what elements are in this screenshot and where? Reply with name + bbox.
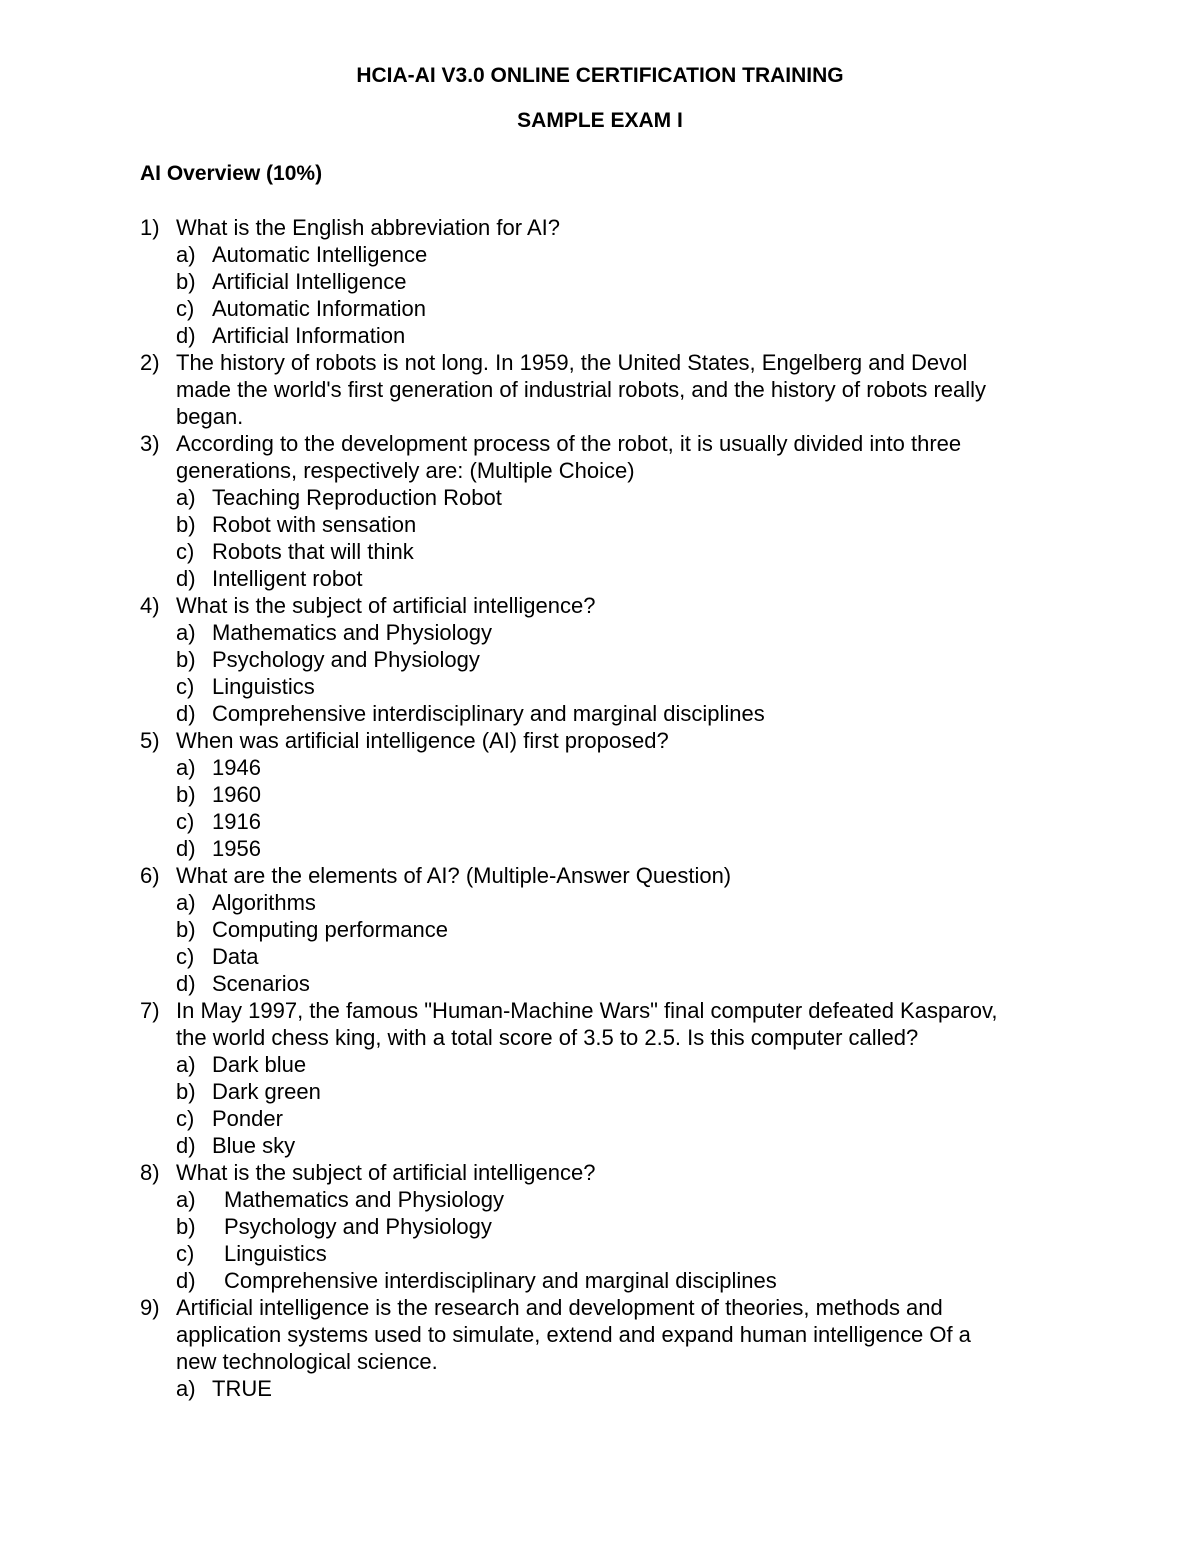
question-text: What is the subject of artificial intelligence? <box>176 1160 596 1185</box>
option-label: c) <box>176 1241 195 1266</box>
option-text: Ponder <box>212 1106 283 1131</box>
option-text: Intelligent robot <box>212 566 363 591</box>
option-label: a) <box>176 1376 196 1401</box>
answer-option <box>0 1051 1200 1078</box>
question-continuation-line <box>0 1321 1200 1348</box>
option-label: b) <box>176 1214 196 1239</box>
option-label: d) <box>176 836 196 861</box>
answer-option <box>0 241 1200 268</box>
option-label: d) <box>176 566 196 591</box>
option-label: c) <box>176 539 195 564</box>
answer-option <box>0 619 1200 646</box>
option-text: TRUE <box>212 1376 272 1401</box>
question-text: What is the subject of artificial intelligence? <box>176 593 596 618</box>
question-continuation-line <box>0 1348 1200 1375</box>
question-number: 7) <box>140 998 160 1023</box>
option-label: c) <box>176 296 195 321</box>
question-text: the world chess king, with a total score of 3.5 to 2.5. Is this computer called? <box>176 1025 919 1050</box>
answer-option <box>0 1132 1200 1159</box>
question-text: What are the elements of AI? (Multiple-Answer Question) <box>176 863 732 888</box>
question-text: When was artificial intelligence (AI) first proposed? <box>176 728 669 753</box>
answer-option <box>0 1186 1200 1213</box>
answer-option <box>0 268 1200 295</box>
answer-option <box>0 943 1200 970</box>
answer-option <box>0 781 1200 808</box>
answer-option <box>0 1240 1200 1267</box>
answer-option <box>0 1267 1200 1294</box>
answer-option <box>0 646 1200 673</box>
answer-option <box>0 295 1200 322</box>
option-label: c) <box>176 674 195 699</box>
answer-option <box>0 970 1200 997</box>
answer-option <box>0 538 1200 565</box>
question-continuation-line <box>0 376 1200 403</box>
option-text: Automatic Intelligence <box>212 242 428 267</box>
option-text: Artificial Intelligence <box>212 269 407 294</box>
answer-option <box>0 754 1200 781</box>
option-text: Mathematics and Physiology <box>212 620 493 645</box>
question-text: generations, respectively are: (Multiple Choice) <box>176 458 635 483</box>
question-text: application systems used to simulate, extend and expand human intelligence Of a <box>176 1322 971 1347</box>
answer-option <box>0 808 1200 835</box>
option-text: Blue sky <box>212 1133 296 1158</box>
answer-option <box>0 700 1200 727</box>
option-label: d) <box>176 701 196 726</box>
option-label: a) <box>176 485 196 510</box>
option-label: d) <box>176 1133 196 1158</box>
answer-option <box>0 916 1200 943</box>
option-label: d) <box>176 1268 196 1293</box>
question-number: 6) <box>140 863 160 888</box>
option-label: c) <box>176 1106 195 1131</box>
question-line <box>0 997 1200 1024</box>
option-label: a) <box>176 1052 196 1077</box>
option-text: Data <box>212 944 259 969</box>
option-label: b) <box>176 269 196 294</box>
option-label: d) <box>176 971 196 996</box>
answer-option <box>0 1375 1200 1402</box>
question-text: Artificial intelligence is the research and development of theories, methods and <box>176 1295 943 1320</box>
question-line <box>0 727 1200 754</box>
option-text: 1956 <box>212 836 261 861</box>
question-number: 4) <box>140 593 160 618</box>
answer-option <box>0 1213 1200 1240</box>
question-line <box>0 430 1200 457</box>
option-text: Teaching Reproduction Robot <box>212 485 502 510</box>
question-number: 5) <box>140 728 160 753</box>
question-text: In May 1997, the famous "Human-Machine Wars" final computer defeated Kasparov, <box>176 998 998 1023</box>
option-label: c) <box>176 944 195 969</box>
answer-option <box>0 835 1200 862</box>
option-text: 1946 <box>212 755 261 780</box>
option-text: Comprehensive interdisciplinary and marginal disciplines <box>212 701 765 726</box>
option-text: Dark green <box>212 1079 321 1104</box>
option-label: b) <box>176 1079 196 1104</box>
option-label: b) <box>176 647 196 672</box>
option-label: b) <box>176 782 196 807</box>
option-text: Artificial Information <box>212 323 406 348</box>
option-text: 1960 <box>212 782 261 807</box>
option-text: Robot with sensation <box>212 512 417 537</box>
question-continuation-line <box>0 1024 1200 1051</box>
question-number: 2) <box>140 350 160 375</box>
section-heading: AI Overview (10%) <box>140 162 323 185</box>
option-text: Psychology and Physiology <box>212 647 480 672</box>
document-subtitle: SAMPLE EXAM I <box>517 109 683 132</box>
answer-option <box>0 1078 1200 1105</box>
question-line <box>0 862 1200 889</box>
question-continuation-line <box>0 457 1200 484</box>
option-label: a) <box>176 755 196 780</box>
question-line <box>0 592 1200 619</box>
option-label: a) <box>176 620 196 645</box>
question-line <box>0 349 1200 376</box>
option-text: Dark blue <box>212 1052 307 1077</box>
question-text: The history of robots is not long. In 1959, the United States, Engelberg and Devol <box>176 350 968 375</box>
option-label: c) <box>176 809 195 834</box>
question-text: What is the English abbreviation for AI? <box>176 215 560 240</box>
option-label: a) <box>176 890 196 915</box>
option-text: Comprehensive interdisciplinary and marginal disciplines <box>224 1268 777 1293</box>
question-number: 3) <box>140 431 160 456</box>
option-label: a) <box>176 1187 196 1212</box>
option-text: Algorithms <box>212 890 316 915</box>
question-text: made the world's first generation of industrial robots, and the history of robots really <box>176 377 987 402</box>
option-text: 1916 <box>212 809 261 834</box>
question-text: began. <box>176 404 244 429</box>
question-number: 9) <box>140 1295 160 1320</box>
answer-option <box>0 1105 1200 1132</box>
document-title: HCIA-AI V3.0 ONLINE CERTIFICATION TRAINING <box>356 64 844 87</box>
question-number: 8) <box>140 1160 160 1185</box>
option-label: a) <box>176 242 196 267</box>
question-line <box>0 214 1200 241</box>
answer-option <box>0 673 1200 700</box>
question-line <box>0 1159 1200 1186</box>
option-label: b) <box>176 512 196 537</box>
option-text: Linguistics <box>212 674 315 699</box>
option-text: Robots that will think <box>212 539 414 564</box>
question-continuation-line <box>0 403 1200 430</box>
answer-option <box>0 322 1200 349</box>
option-label: d) <box>176 323 196 348</box>
question-line <box>0 1294 1200 1321</box>
option-text: Scenarios <box>212 971 310 996</box>
option-text: Computing performance <box>212 917 449 942</box>
option-text: Psychology and Physiology <box>224 1214 492 1239</box>
question-number: 1) <box>140 215 160 240</box>
question-list <box>0 214 1200 1402</box>
answer-option <box>0 484 1200 511</box>
option-text: Mathematics and Physiology <box>224 1187 505 1212</box>
question-text: new technological science. <box>176 1349 438 1374</box>
answer-option <box>0 889 1200 916</box>
option-text: Automatic Information <box>212 296 426 321</box>
answer-option <box>0 565 1200 592</box>
answer-option <box>0 511 1200 538</box>
question-text: According to the development process of the robot, it is usually divided into three <box>176 431 962 456</box>
option-label: b) <box>176 917 196 942</box>
option-text: Linguistics <box>224 1241 327 1266</box>
